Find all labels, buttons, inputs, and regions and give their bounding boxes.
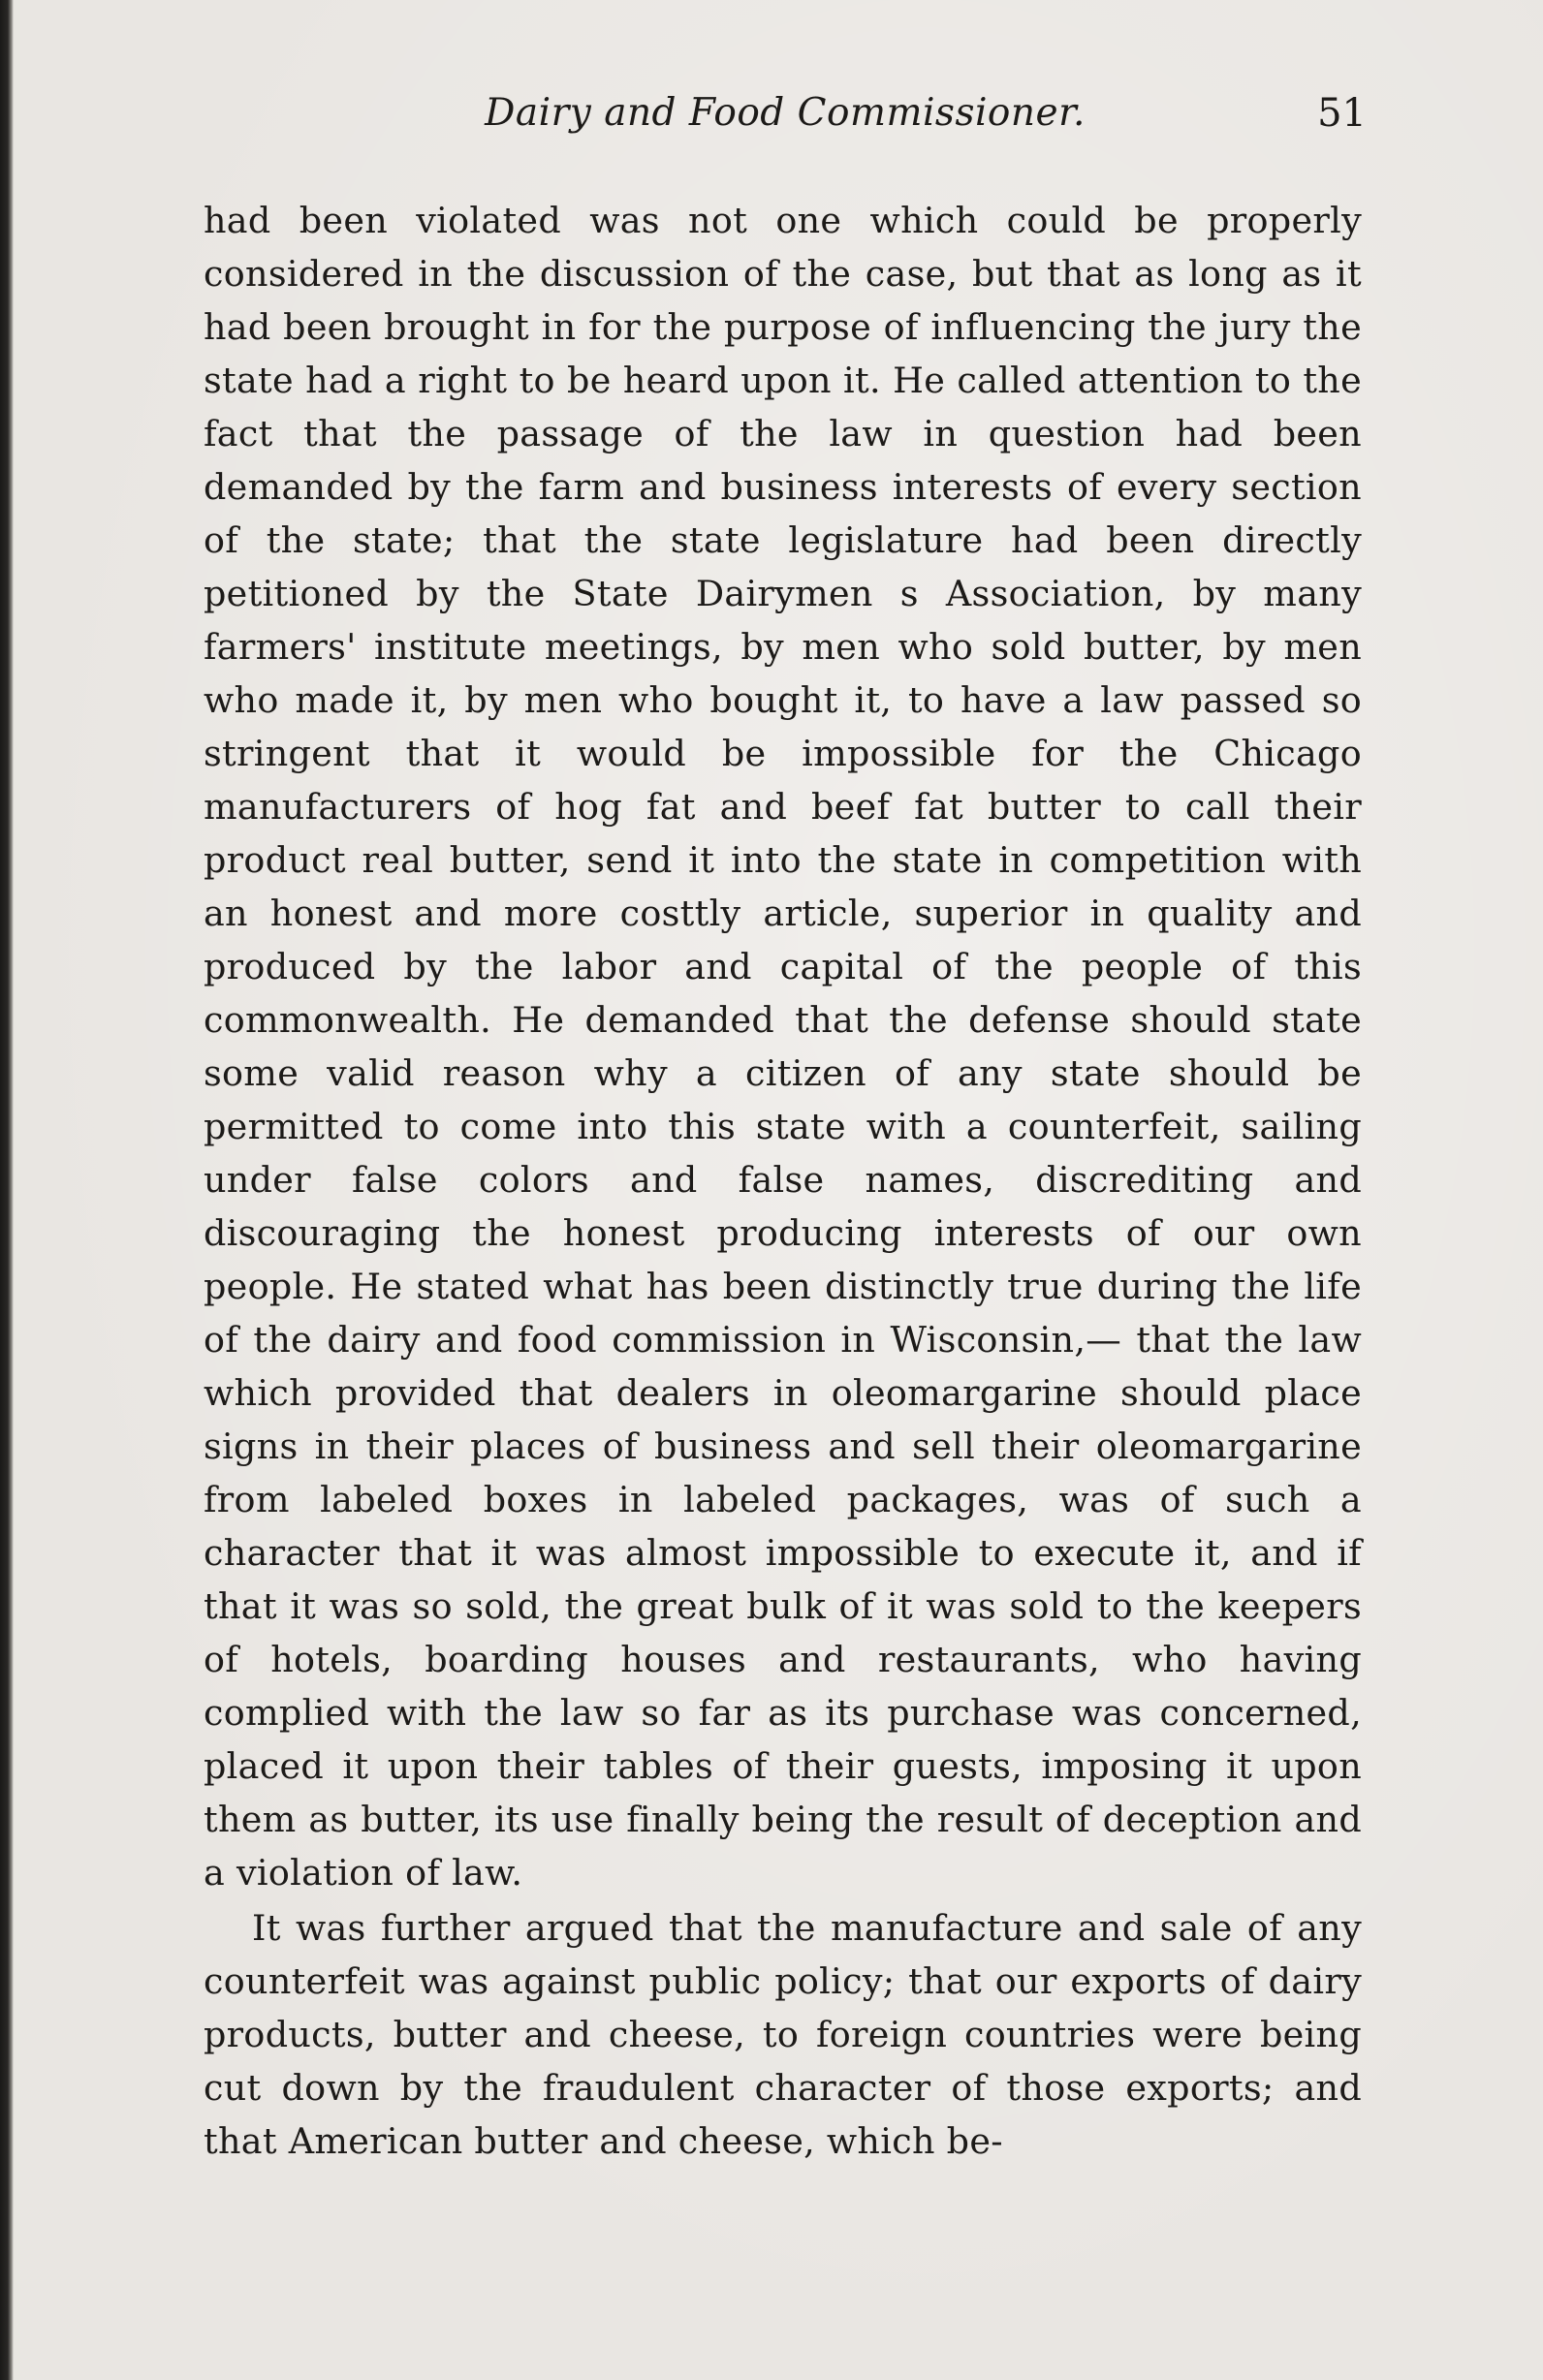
paragraph-1: had been violated was not one which could be properly considered in the discussion of the case, but that as long as it had been brought in for the purpose of influencing the jury the state had a right to be heard upon it. He called attention to the fact that the passage of the law in question had been demanded by the farm and business interests of every section of the state; that the state legislature had been directly petitioned by the State Dairymen s Association, by many farmers' institute meetings, by men who sold butter, by men who made it, by men who bought it, to have a law passed so stringent that it would be impossible for the Chicago manufacturers of hog fat and beef fat butter to call their product real butter, send it into the state in competition with an honest and more costtly article, superior in quality and produced by the labor and capital of the people of this commonwealth. He demanded that the defense should state some valid reason why a citizen of any state should be permitted to come into this state with a counterfeit, sailing under false colors and false names, discrediting and discouraging the honest producing interests of our own people. He stated what has been distinctly true during the life of the dairy and food commission in Wisconsin,— that the law which provided that dealers in oleomargarine should place signs in their places of business and sell their oleomargarine from labeled boxes in labeled packages, was of such a character that it was almost impossible to execute it, and if that it was so sold, the great bulk of it was sold to the keepers of hotels, boarding houses and restaurants, who having complied with the law so far as its purchase was concerned, placed it upon their tables of their guests, imposing it upon them as butter, its use finally being the result of deception and a violation of law. xyxy=(204,200,1362,1894)
page-number: 51 xyxy=(1317,91,1367,136)
running-head xyxy=(204,89,1367,147)
paragraph-2: It was further argued that the manufacture and sale of any counterfeit was against public policy; that our exports of dairy products, butter and cheese, to foreign countries were being cut down by the fraudulent character of those exports; and that American butter and cheese, which be- xyxy=(204,1907,1362,2162)
body-text xyxy=(204,194,1362,2168)
binding-edge xyxy=(0,0,14,2380)
running-title: Dairy and Food Commissioner. xyxy=(485,91,1086,135)
